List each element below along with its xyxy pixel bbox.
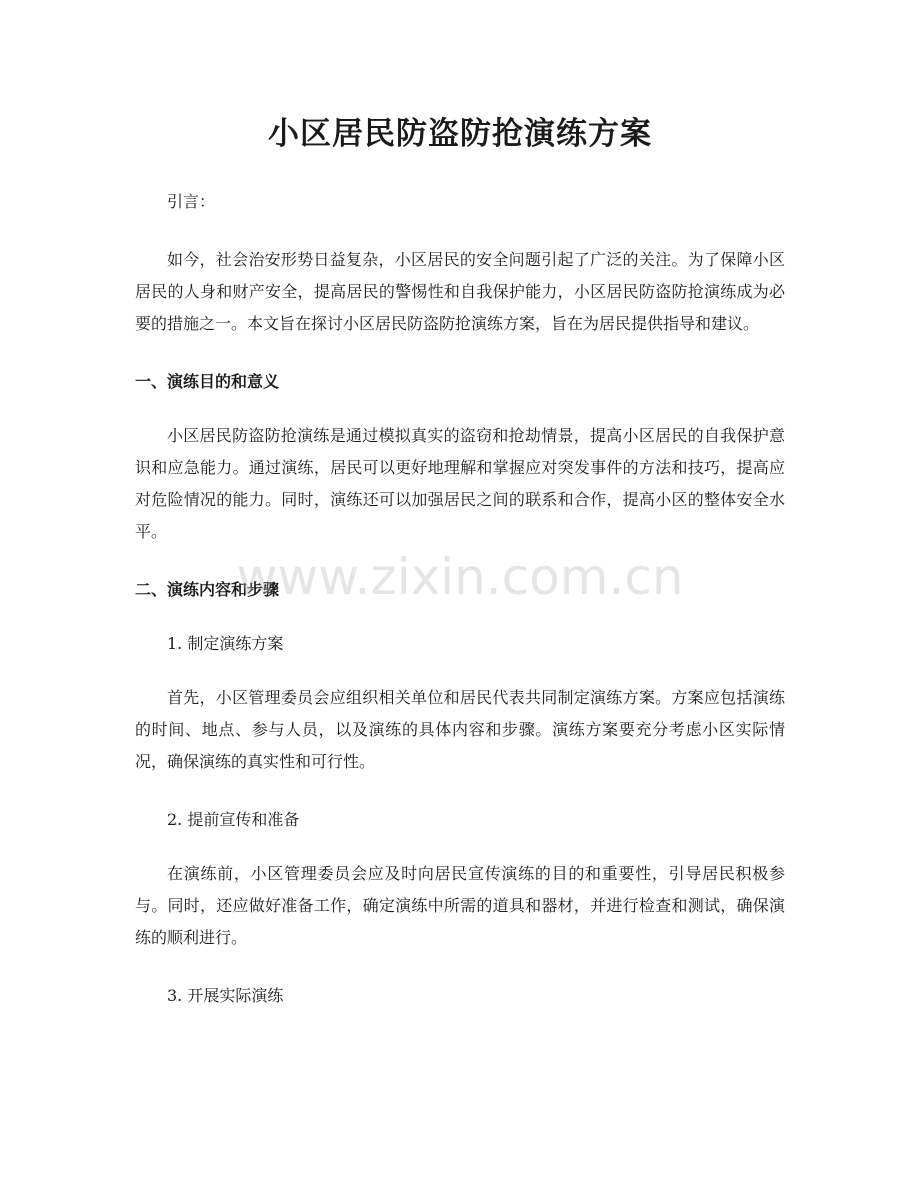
step-paragraph-1: 首先，小区管理委员会应组织相关单位和居民代表共同制定演练方案。方案应包括演练的时间、地点、参与人员，以及演练的具体内容和步骤。演练方案要充分考虑小区实际情况，确保演练的真实性和可行性。 [135,688,785,771]
watermark-text: www.zixin.com.cn [236,548,684,606]
document-body [135,186,785,1034]
section-heading-purpose: 一、演练目的和意义 [135,372,280,391]
intro-paragraph: 如今，社会治安形势日益复杂，小区居民的安全问题引起了广泛的关注。为了保障小区居民的人身和财产安全，提高居民的警惕性和自我保护能力，小区居民防盗防抢演练成为必要的措施之一。本文旨在探讨小区居民防盗防抢演练方案，旨在为居民提供指导和建议。 [135,250,785,333]
step-heading-3: 3. 开展实际演练 [167,986,284,1005]
section-paragraph-purpose: 小区居民防盗防抢演练是通过模拟真实的盗窃和抢劫情景，提高小区居民的自我保护意识和应急能力。通过演练，居民可以更好地理解和掌握应对突发事件的方法和技巧，提高应对危险情况的能力。同时，演练还可以加强居民之间的联系和合作，提高小区的整体安全水平。 [135,426,785,541]
intro-label: 引言： [167,192,216,211]
step-paragraph-2: 在演练前，小区管理委员会应及时向居民宣传演练的目的和重要性，引导居民积极参与。同时，还应做好准备工作，确定演练中所需的道具和器材，并进行检查和测试，确保演练的顺利进行。 [135,864,785,947]
step-heading-2: 2. 提前宣传和准备 [167,810,300,829]
section-heading-content-steps: 二、演练内容和步骤 [135,580,280,599]
step-heading-1: 1. 制定演练方案 [167,634,284,653]
page-title: 小区居民防盗防抢演练方案 [268,116,652,152]
